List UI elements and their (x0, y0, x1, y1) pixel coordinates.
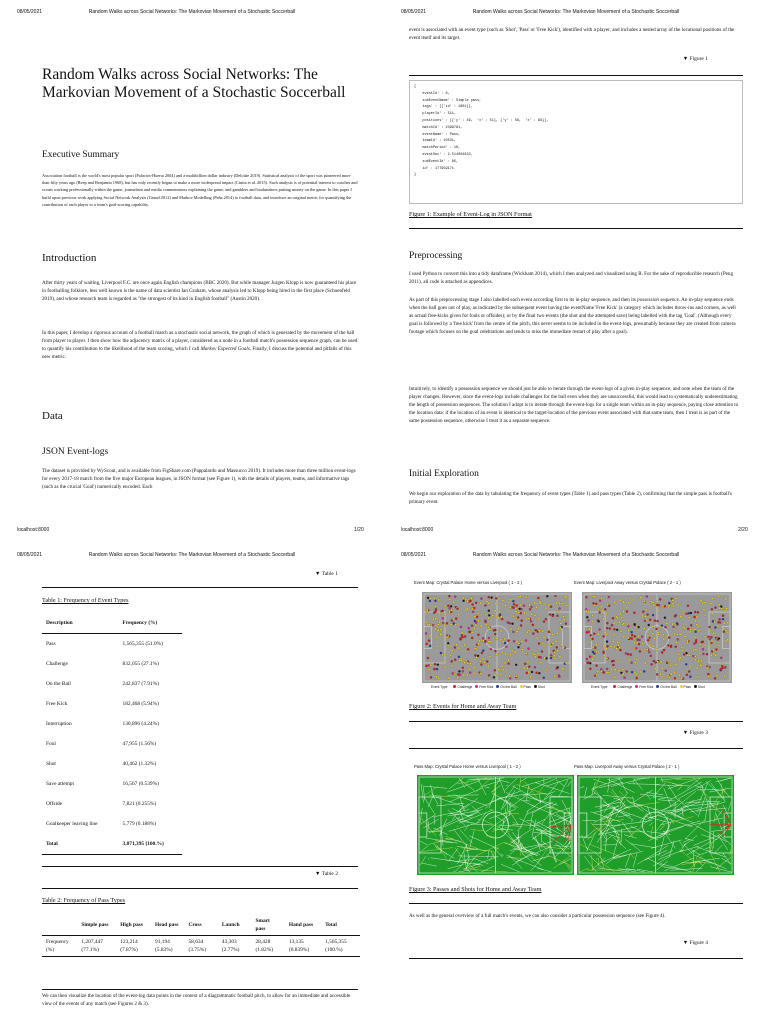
frequency-cell: 242,837 (7.91%) (122, 681, 159, 687)
event-map-away-pitch (582, 592, 732, 683)
divider (409, 75, 743, 76)
legend-swatch (520, 685, 523, 688)
frequency-cell: 40,462 (1.32%) (122, 761, 157, 767)
frequency-cell: 3,071,395 (100.%) (119, 834, 182, 855)
frequency-cell: 7,821 (0.255%) (122, 801, 157, 807)
event-types-table (42, 613, 182, 855)
table-header: Launch (218, 915, 252, 936)
print-title: Random Walks across Social Networks: The Markovian Movement of a Stochastic Soccerball (88, 552, 296, 558)
table-cell: 58,634 (3.75%) (184, 936, 217, 957)
print-title: Random Walks across Social Networks: The Markovian Movement of a Stochastic Soccerball (88, 9, 296, 15)
print-footer-page-1: 1/20 (354, 527, 364, 533)
event-map-away-legend (591, 685, 705, 689)
table-header: Simple pass (77, 915, 116, 936)
table-header: Head pass (151, 915, 184, 936)
event-map-home-pitch (422, 592, 572, 683)
section-heading-data: Data (42, 410, 63, 422)
legend-entry: On the Ball (660, 685, 677, 689)
table-header: Total (321, 915, 360, 936)
table-1-caption: Table 1: Frequency of Event Types (42, 597, 129, 604)
print-footer-url-1[interactable]: localhost:8000 (17, 527, 50, 533)
divider (42, 866, 358, 867)
event-type-cell: Interruption (46, 721, 72, 727)
preprocessing-text-b: . An in-play sequence ends when the ball goes out of play, as indicated by the subsequent event having the eventName 'Free Kick' (a category which includes throw-ins and corners, as well as actual free-kicks given for fouls or offsides); or by the final two events (the shot and the attempted save) being labelled with the tag 'Goal'. (Although every goal is followed by a 'free kick' from the centre of the pitch, this never seems to be included in the event-logs, presumably because they are created from camera footage which focuses on the goal celebrations and tends to miss the immediate restart of play after a goal). (409, 297, 736, 335)
table-cell: 1,207,447 (77.1%) (77, 936, 116, 957)
pass-map-home (414, 764, 579, 882)
table-cell: 28,428 (1.82%) (251, 936, 284, 957)
page-2 (384, 0, 768, 512)
introduction-text-a: In this paper, I develop a rigorous account of a football match as a stochastic social network, the graph of which is generated by the movement of the ball from player to player. I then show how the adjacency matrix of a player, considered as a node in a football match's possession sequence graph, can be used to quantify his contribution to the likelihood of the team scoring, which I call (42, 330, 358, 352)
legend-swatch (613, 685, 616, 688)
figure-3-toggle[interactable]: ▼ Figure 3 (682, 730, 708, 736)
print-header (0, 9, 384, 19)
legend-swatch (656, 685, 659, 688)
frequency-cell: 47,955 (1.56%) (122, 741, 157, 747)
document-title: Random Walks across Social Networks: The Markovian Movement of a Stochastic Soccerball (42, 66, 346, 101)
table-2-toggle[interactable]: ▼ Table 2 (315, 871, 338, 877)
divider (409, 748, 743, 749)
introduction-text-b: . Finally, I discuss the potential and pitfalls of this new metric. (42, 346, 352, 360)
page-4 (384, 512, 768, 1024)
introduction-paragraph-1: After thirty years of waiting, Liverpool F.C. are once again English champions (BBC 2020). But while manager Jurgen Klopp is now guaranteed his place in footballing folklore, less well known is the name of data scientist Ian Graham, whose analysis led to Klopp being hired in the first place (Schoenfeld 2019), and whose research team is regarded as "the strongest of its kind in English football" (Austin 2020). (42, 280, 357, 302)
legend-entry: Pass (683, 685, 691, 689)
legend-entry: Free Kick (639, 685, 654, 689)
legend-entry: Free Kick (479, 685, 494, 689)
print-date: 08/05/2021 (401, 552, 427, 558)
table-row (42, 634, 182, 655)
legend-swatch (635, 685, 638, 688)
divider (42, 888, 358, 889)
legend-entry: Shot (537, 685, 545, 689)
json-eventlogs-text: The dataset is provided by WyScout, and is available from FigShare.com (Pappalardo and Massucco 2019). It includes more than three million event-logs for every 2017-18 match from the five major European leagues, in JSON format (see Figure 1), with the details of players, teams, and informative tags (such as the crucial 'Goal') numerically encoded. Each (42, 468, 356, 490)
table-header: Smart pass (251, 915, 284, 936)
table-row (42, 754, 182, 774)
event-type-cell: Total (42, 834, 119, 855)
print-date: 08/05/2021 (401, 9, 427, 15)
table-cell: Frequency (%) (42, 936, 77, 957)
table-row (42, 794, 182, 814)
print-date: 08/05/2021 (17, 552, 43, 558)
figure-1-caption: Figure 1: Example of Event-Log in JSON Format (409, 211, 532, 218)
table-cell: 123,214 (7.87%) (116, 936, 151, 957)
event-type-cell: On the Ball (46, 681, 71, 687)
legend-entry: Challenge (617, 685, 633, 689)
pass-map-home-pitch (417, 775, 574, 875)
table-header: Hand pass (285, 915, 321, 936)
possession-sequence-text: As well as the general overview of a full match's events, we can also consider a particular possession sequence (see Figure 4). (409, 913, 666, 919)
legend-swatch (496, 685, 499, 688)
print-header (384, 552, 768, 562)
event-logs-continued-text: event is associated with an event type (such as 'Shot', 'Pass' or 'Free Kick'), identified with a player, and includes a nested array of the locational positions of the event itself and its target. (409, 27, 735, 41)
figure-4-toggle[interactable]: ▼ Figure 4 (682, 940, 708, 946)
table-row (42, 774, 182, 794)
initial-exploration-text: We begin our exploration of the data by tabulating the frequency of event types (Table 1) and pass types (Table 2), confirming that the simple pass is football's primary event. (409, 491, 732, 505)
table-row (42, 814, 182, 834)
figure-1-toggle[interactable]: ▼ Figure 1 (682, 56, 708, 62)
event-type-cell: Pass (46, 641, 56, 647)
section-heading-preprocessing: Preprocessing (409, 251, 463, 261)
divider (42, 587, 358, 588)
pass-map-away-pitch (577, 775, 734, 875)
event-map-away-title: Event Map: Liverpool Away versus Crystal Palace ( 2 - 1 ) (574, 580, 681, 585)
json-code-text: { eventId' : 8, subEventName' : Simple pass, tags' : [{'id' : 1801}], playerId' : 511, positions' : [{'y' : 49, 'x' : 51}, {'y' : 58, 'x' : 69}], matchId' : 2499781, eventName' : Pass, teamId' : 10531, matchPeriod' : 1H, eventSec' : 2.514004632, subEventId' : 85, id' : 177959171 } (414, 85, 549, 178)
event-type-cell: Save attempt (46, 781, 74, 787)
table-row (42, 714, 182, 734)
event-type-cell: Challenge (46, 661, 68, 667)
print-title: Random Walks across Social Networks: The Markovian Movement of a Stochastic Soccerball (472, 9, 680, 15)
preprocessing-paragraph-3: Intuitively, to identify a possession sequence we should just be able to iterate through the event-logs of a given in-play sequence, and note when the team of the player changes. However, since the event-logs include challenges for the ball even when they are unsuccessful, this would lead to systematically underestimating the length of possession sequences. The solution I adopt is to iterate through the event-logs for a single team within an in-play sequence, paying close attention to the location data: if the location of an event is identical to the target-location of the previous event associated with that same team, then I treat is as part of the same possession sequence, otherwise I treat it as a separate sequence. (409, 386, 739, 424)
table-1-toggle[interactable]: ▼ Table 1 (315, 571, 338, 577)
frequency-cell: 832,055 (27.1%) (122, 661, 159, 667)
table-row (42, 936, 360, 957)
section-heading-initial-exploration: Initial Exploration (409, 469, 479, 479)
divider (409, 228, 743, 229)
subsection-heading-json: JSON Event-logs (42, 447, 109, 457)
legend-swatch (694, 685, 697, 688)
table-header: High pass (116, 915, 151, 936)
figure-3-caption: Figure 3: Passes and Shots for Home and Away Team (409, 886, 542, 893)
print-title: Random Walks across Social Networks: The Markovian Movement of a Stochastic Soccerball (472, 552, 680, 558)
legend-title: Event Type (591, 685, 608, 689)
print-footer-page-2: 2/20 (738, 527, 748, 533)
figure-2-caption: Figure 2: Events for Home and Away Team (409, 703, 517, 710)
section-heading-introduction: Introduction (42, 252, 97, 264)
print-date: 08/05/2021 (17, 9, 43, 15)
frequency-cell: 130,896 (4.24%) (122, 721, 159, 727)
event-type-cell: Goalkeeper leaving line (46, 821, 98, 827)
event-type-cell: Free Kick (46, 701, 68, 707)
preprocessing-emphasis: possession sequence (637, 297, 679, 303)
event-map-home-title: Event Map: Crystal Palace Home versus Liverpool ( 1 - 2 ) (414, 580, 522, 585)
frequency-cell: 16,567 (0.539%) (122, 781, 159, 787)
table-cell: 1,565,355 (100.%) (321, 936, 360, 957)
table-header: Cross (184, 915, 217, 936)
frequency-cell: 5,779 (0.188%) (122, 821, 157, 827)
preprocessing-paragraph-1: I used Python to convert this into a tidy dataframe (Wickham 2014), which I then analyzed and visualized using R. For the sake of reproducible research (Peng 2011), all code is attached as appendices. (409, 271, 734, 285)
legend-entry: On the Ball (500, 685, 517, 689)
event-map-home (414, 580, 579, 698)
print-footer-url-2[interactable]: localhost:8000 (401, 527, 434, 533)
pass-map-away (574, 764, 739, 882)
divider (409, 958, 743, 959)
legend-entry: Shot (697, 685, 705, 689)
event-map-away (574, 580, 739, 698)
table-row (42, 734, 182, 754)
table-row (42, 834, 182, 855)
divider (409, 903, 743, 904)
table-cell: 43,303 (2.77%) (218, 936, 252, 957)
table-row (42, 654, 182, 674)
event-type-cell: Foul (46, 741, 56, 747)
event-type-cell: Shot (46, 761, 56, 767)
visualization-intro-text: We can then visualize the location of the event-log data points in the context of a diagrammatic football pitch, to allow for an immediate and accessible view of the events of any match (see Figures 2 & 3). (42, 993, 351, 1007)
divider (409, 721, 743, 722)
event-map-home-legend (431, 685, 545, 689)
print-header (384, 9, 768, 19)
table-header: Description (42, 613, 119, 634)
table-cell: 13,135 (0.839%) (285, 936, 321, 957)
preprocessing-text-a: As part of this preprocessing stage I also labelled each event according first to its in-play sequence, and then its (409, 297, 638, 303)
preprocessing-paragraph-2 (409, 296, 739, 336)
pass-types-table (42, 915, 360, 957)
table-row (42, 674, 182, 694)
legend-swatch (453, 685, 456, 688)
introduction-emphasis: Markov Expected Goals (200, 346, 250, 352)
json-code-block (409, 80, 743, 204)
pass-map-away-title: Pass Map: Liverpool Away versus Crystal Palace ( 2 - 1 ) (574, 764, 680, 769)
legend-swatch (680, 685, 683, 688)
legend-swatch (475, 685, 478, 688)
event-type-cell: Offside (46, 801, 63, 807)
divider (42, 989, 358, 990)
frequency-cell: 1,565,355 (51.0%) (122, 641, 163, 647)
legend-title: Event Type (431, 685, 448, 689)
executive-summary-text: Association football is the world's most popular sport (Palacios-Huerta 2004) and a multibillion dollar industry (Deloitte 2019). Statistical analysis of the sport was pioneered more than fifty years ago (Reep and Benjamin 1968), but has only recently begun to make a more widespread impact (Cintia et al. 2015). Such analysis is of potential interest to coaches and scouts working professionally within the game, journalism and media commentators explaining the game, and gamblers and bookmakers putting money on the game. In this paper I build upon previous work applying Social Network Analysis (Grund 2012) and Markov Modelling (Peña 2014) to football data, and introduce an original metric for quantifying the contribution of each player to a team's goal-scoring capability. (42, 173, 358, 207)
section-heading-executive-summary: Executive Summary (42, 150, 120, 160)
print-header (0, 552, 384, 562)
introduction-paragraph-2 (42, 329, 358, 361)
table-row (42, 694, 182, 714)
table-header: Frequency (%) (119, 613, 182, 634)
pass-map-home-title: Pass Map: Crystal Palace Home versus Liverpool ( 1 - 2 ) (414, 764, 521, 769)
frequency-cell: 182,468 (5.94%) (122, 701, 159, 707)
page-3 (0, 512, 384, 1024)
table-cell: 91,194 (5.83%) (151, 936, 184, 957)
page-1 (0, 0, 384, 512)
legend-entry: Pass (523, 685, 531, 689)
table-2-caption: Table 2: Frequency of Pass Types (42, 897, 126, 904)
table-header (42, 915, 77, 936)
legend-entry: Challenge (457, 685, 473, 689)
legend-swatch (534, 685, 537, 688)
